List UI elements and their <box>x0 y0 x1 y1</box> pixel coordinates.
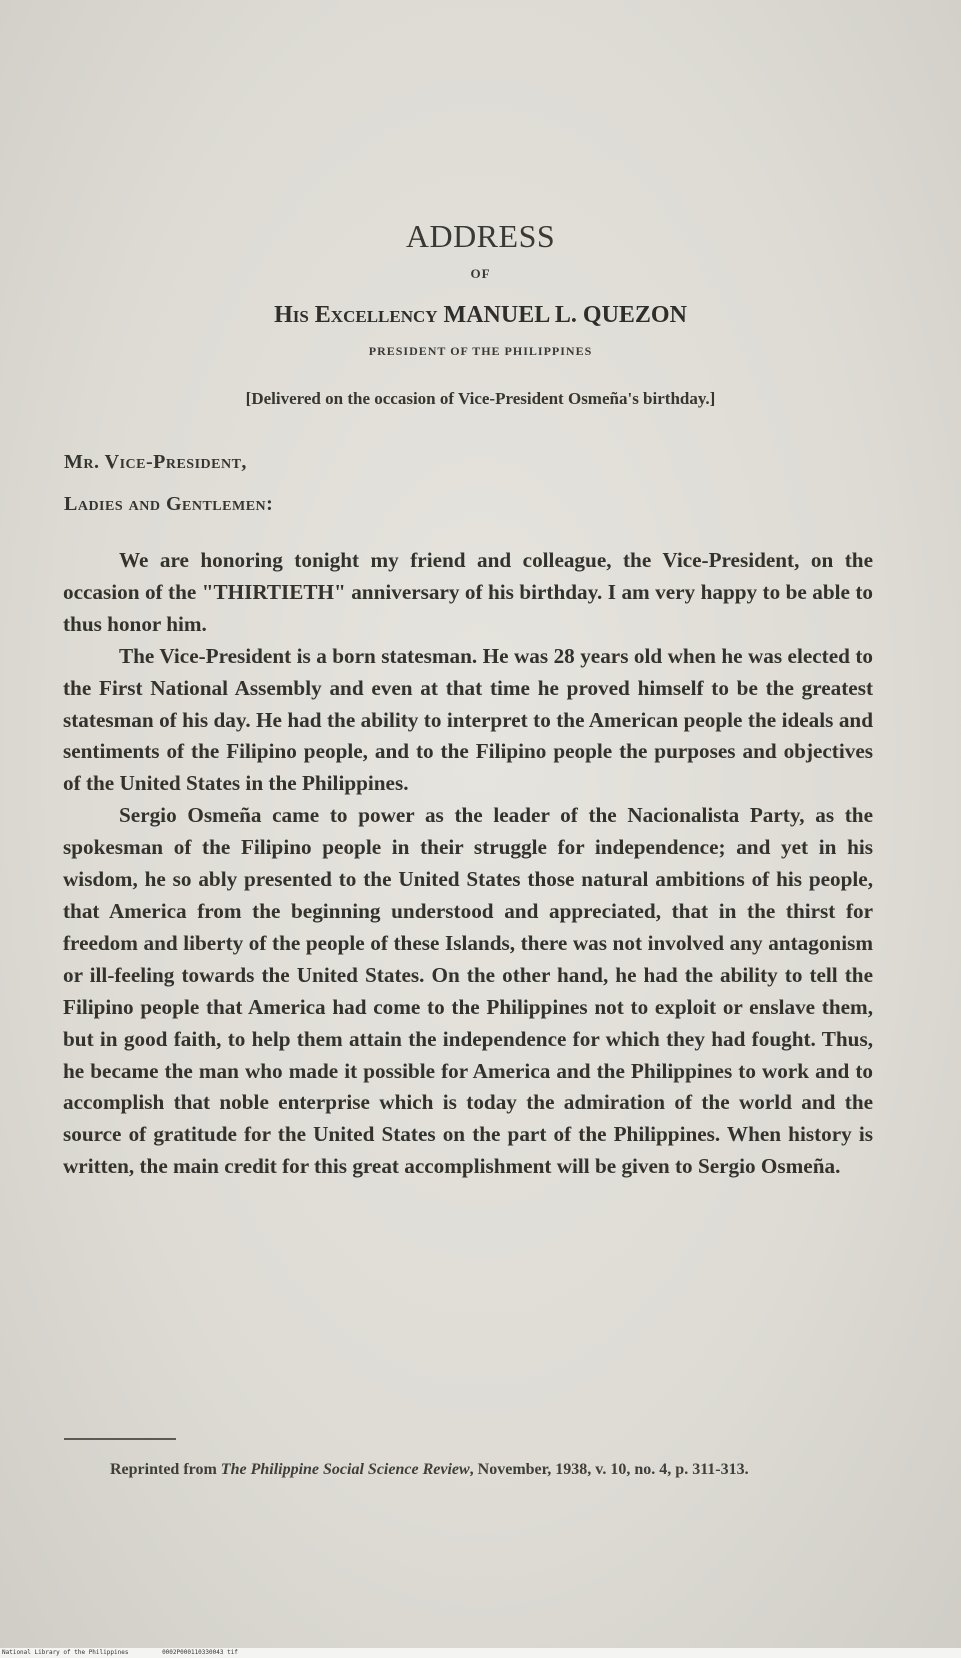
library-label: National Library of the Philippines <box>2 1649 129 1656</box>
source-citation <box>64 1457 874 1482</box>
citation-prefix: Reprinted from <box>110 1461 217 1478</box>
address-body <box>63 545 873 1183</box>
salutation-line-1: Mr. Vice-President, <box>64 451 247 473</box>
journal-title: The Philippine Social Science Review <box>220 1461 470 1478</box>
speaker-name: His Excellency MANUEL L. QUEZON <box>274 302 687 328</box>
document-title: ADDRESS <box>405 218 556 254</box>
speaker-title: PRESIDENT OF THE PHILIPPINES <box>368 344 593 358</box>
scan-footer <box>0 1648 961 1658</box>
paragraph: The Vice-President is a born statesman. He was 28 years old when he was elected to the First National Assembly and even at that time he proved himself to be the greatest statesman of his day. He had the ability to interpret to the American people the ideals and sentiments of the Filipino people, and to the Filipino people the purposes and objectives of the United States in the Philippines. <box>63 643 873 796</box>
citation-details: , November, 1938, v. 10, no. 4, p. 311-313. <box>469 1461 749 1478</box>
paragraph: We are honoring tonight my friend and colleague, the Vice-President, on the occasion of the "THIRTIETH" anniversary of his birthday. I am very happy to be able to thus honor him. <box>63 548 873 636</box>
title-connector: OF <box>470 266 491 281</box>
file-id: 0002P000110330043 tif <box>162 1649 238 1656</box>
occasion-note: [Delivered on the occasion of Vice-President Osmeña's birthday.] <box>245 389 716 408</box>
salutation-line-2: Ladies and Gentlemen: <box>64 493 274 515</box>
paragraph: Sergio Osmeña came to power as the leader of the Nacionalista Party, as the spokesman of the Filipino people in their struggle for independence; and yet in his wisdom, he so ably presented to the United States those natural ambitions of his people, that America from the beginning understood and appreciated, that in the thirst for freedom and liberty of the people of these Islands, there was not involved any antagonism or ill-feeling towards the United States. On the other hand, he had the ability to tell the Filipino people that America had come to the Philippines not to exploit or enslave them, but in good faith, to help them attain the independence for which they had fought. Thus, he became the man who made it possible for America and the Philippines to work and to accomplish that noble enterprise which is today the admiration of the world and the source of gratitude for the United States on the part of the Philippines. When history is written, the main credit for this great accomplishment will be given to Sergio Osmeña. <box>63 803 873 1179</box>
footnote-divider <box>64 1438 176 1440</box>
